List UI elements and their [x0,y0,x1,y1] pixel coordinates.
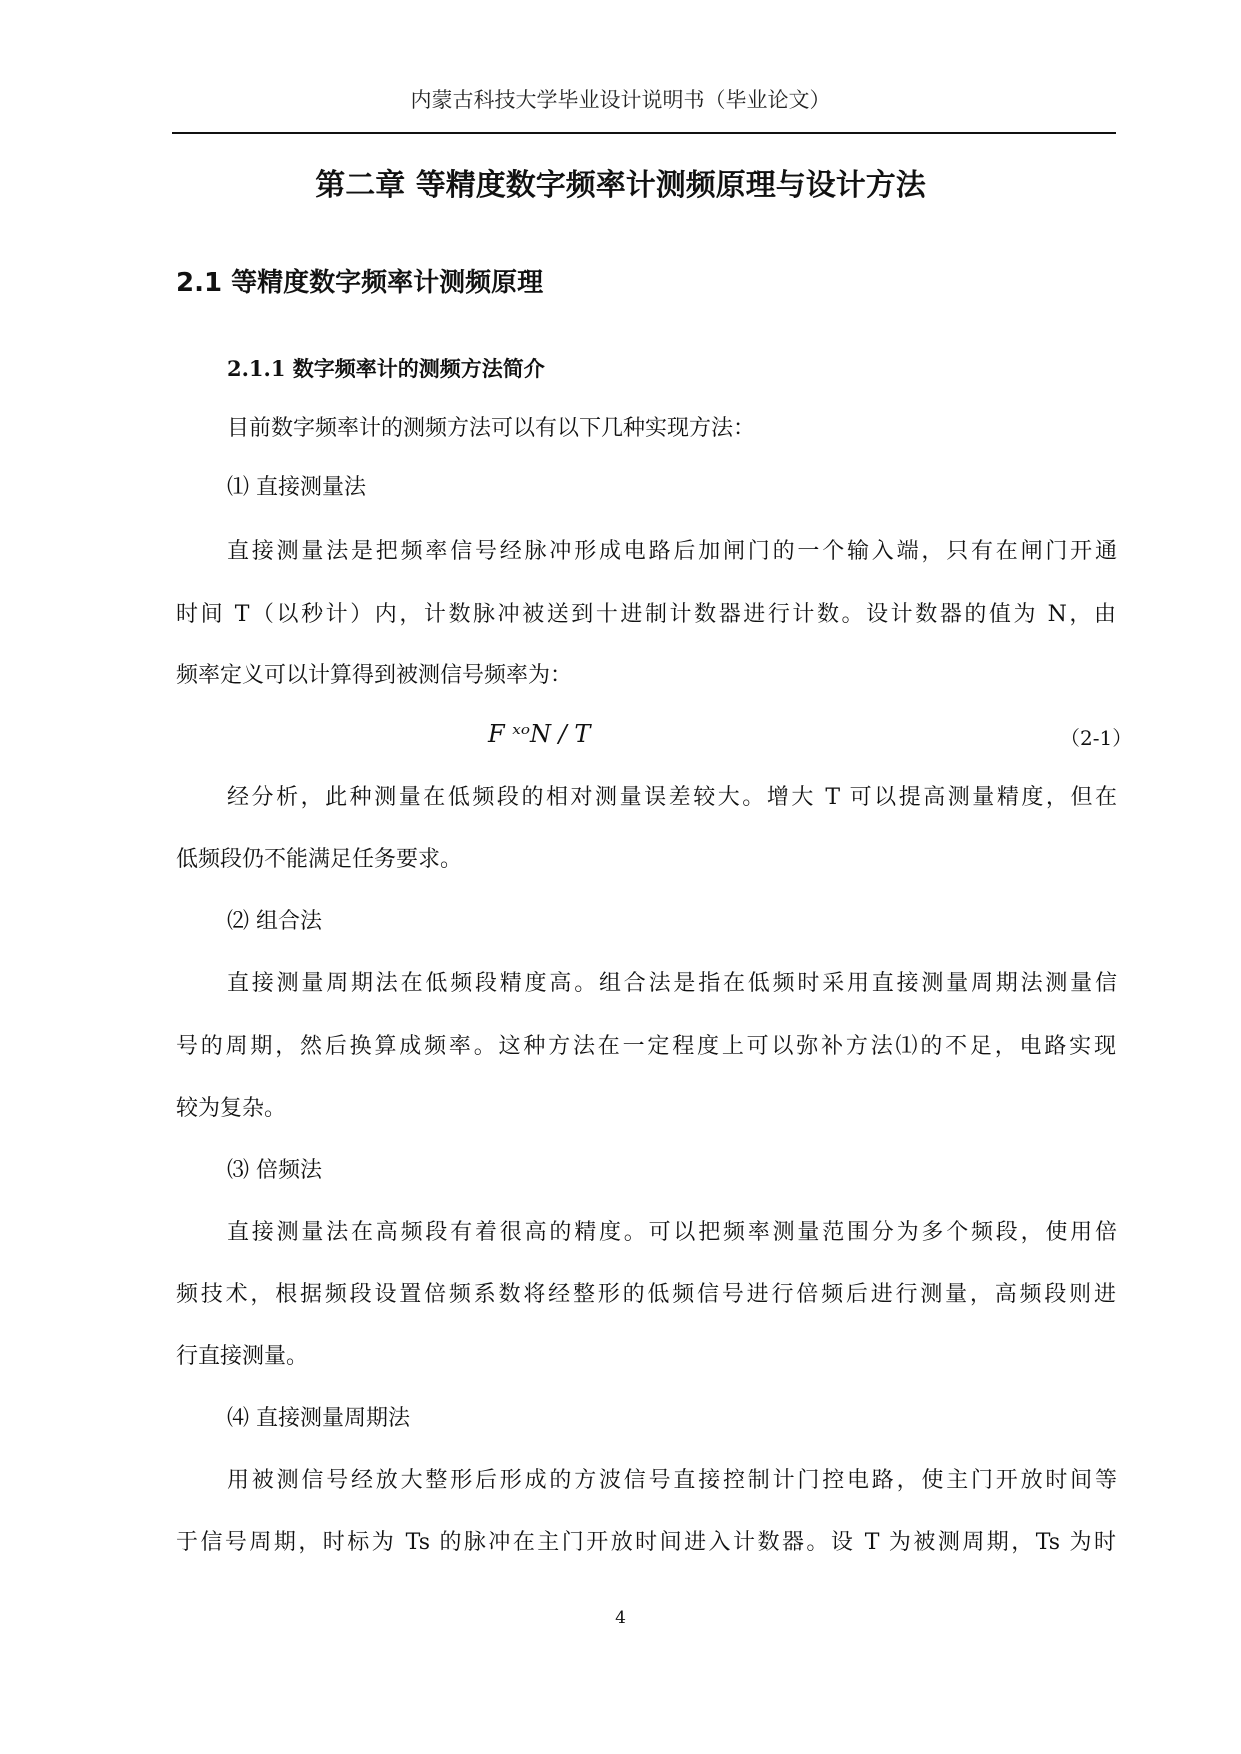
method-1-line-1: 直接测量法是把频率信号经脉冲形成电路后加闸门的一个输入端，只有在闸门开通 [227,539,1117,564]
method-2-line-3: 较为复杂。 [176,1096,287,1121]
method-3-line-1: 直接测量法在高频段有着很高的精度。可以把频率测量范围分为多个频段，使用倍 [227,1220,1117,1245]
method-4-line-1: 用被测信号经放大整形后形成的方波信号直接控制计门控电路，使主门开放时间等 [227,1468,1117,1493]
chapter-title: 第二章 等精度数字频率计测频原理与设计方法 [315,168,926,203]
method-1-line-2: 时间 T（以秒计）内，计数脉冲被送到十进制计数器进行计数。设计数器的值为 N，由 [176,602,1116,627]
header-rule [172,132,1116,134]
method-2-line-2: 号的周期，然后换算成频率。这种方法在一定程度上可以弥补方法⑴的不足，电路实现 [176,1034,1116,1059]
method-2-title: ⑵ 组合法 [227,909,322,934]
formula-number: （2-1） [1060,726,1133,750]
method-1-line-5: 低频段仍不能满足任务要求。 [176,847,463,872]
method-1-line-4: 经分析，此种测量在低频段的相对测量误差较大。增大 T 可以提高测量精度，但在 [227,785,1117,810]
subsection-title: 2.1.1 数字频率计的测频方法简介 [227,356,545,381]
method-1-title: ⑴ 直接测量法 [227,475,366,500]
method-3-line-3: 行直接测量。 [176,1344,309,1369]
method-4-line-2: 于信号周期，时标为 Ts 的脉冲在主门开放时间进入计数器。设 T 为被测周期，Ts 为时 [176,1530,1116,1555]
method-4-title: ⑷ 直接测量周期法 [227,1406,410,1431]
formula-2-1: F ˣᵒN / T [488,720,591,748]
running-header: 内蒙古科技大学毕业设计说明书（毕业论文） [410,88,831,112]
intro-paragraph: 目前数字频率计的测频方法可以有以下几种实现方法： [227,416,756,441]
method-1-line-3: 频率定义可以计算得到被测信号频率为： [176,663,573,688]
method-3-line-2: 频技术，根据频段设置倍频系数将经整形的低频信号进行倍频后进行测量，高频段则进 [176,1282,1116,1307]
page-number: 4 [615,1608,626,1628]
method-3-title: ⑶ 倍频法 [227,1158,322,1183]
method-2-line-1: 直接测量周期法在低频段精度高。组合法是指在低频时采用直接测量周期法测量信 [227,971,1117,996]
section-title: 2.1 等精度数字频率计测频原理 [176,268,544,298]
